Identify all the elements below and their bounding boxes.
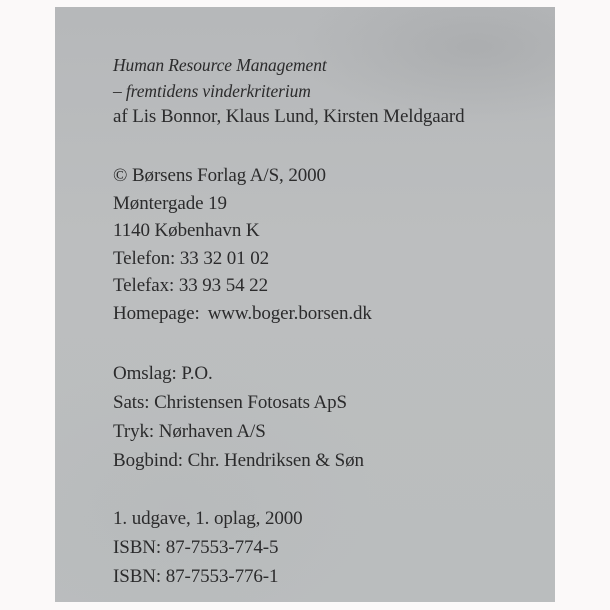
publisher-street: Møntergade 19: [113, 192, 227, 214]
typesetting-credit: Sats: Christensen Fotosats ApS: [113, 392, 347, 413]
publisher-homepage: [113, 300, 372, 328]
title-block: [113, 52, 465, 130]
credits-block: [113, 359, 364, 475]
publisher-block: [113, 162, 372, 327]
homepage-label: Homepage:: [113, 302, 200, 324]
edition-info: 1. udgave, 1. oplag, 2000: [113, 508, 303, 529]
binding-credit: Bogbind: Chr. Hendriksen & Søn: [113, 450, 364, 471]
printing-credit: Tryk: Nørhaven A/S: [113, 421, 266, 442]
copyright-line: © Børsens Forlag A/S, 2000: [113, 165, 326, 186]
isbn-2: ISBN: 87-7553-776-1: [113, 566, 279, 587]
book-title: Human Resource Management: [113, 55, 327, 75]
isbn-1: ISBN: 87-7553-774-5: [113, 537, 279, 558]
book-authors: af Lis Bonnor, Klaus Lund, Kirsten Meldgaard: [113, 106, 465, 127]
book-subtitle: – fremtidens vinderkriterium: [113, 81, 311, 101]
publisher-fax: Telefax: 33 93 54 22: [113, 275, 268, 296]
cover-credit: Omslag: P.O.: [113, 363, 213, 384]
homepage-url: www.boger.borsen.dk: [207, 302, 372, 324]
book-page: [55, 7, 555, 602]
publisher-city: 1140 København K: [113, 220, 260, 241]
edition-block: [113, 504, 303, 591]
publisher-phone: Telefon: 33 32 01 02: [113, 247, 270, 269]
